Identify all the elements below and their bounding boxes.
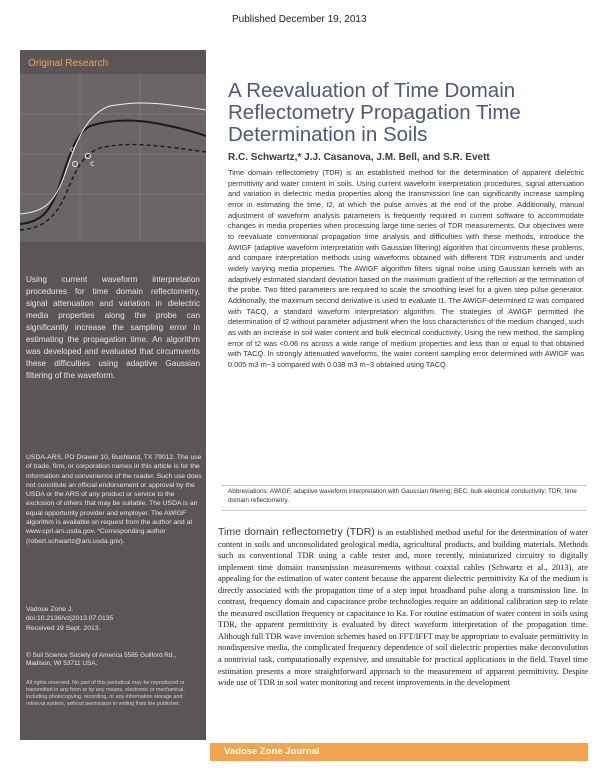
divider [222,485,586,486]
body-text: is an established method useful for the determination of water content in soils and unconsolidated geological media, agricultural products, and building materials. Methods such as conventional TDR using a cable tester and, more recently, miniaturized circuitry to digitally implement time domain transmission measurements without coaxial cables (Schwartz et al., 2013), are appealing for the estimation of water content because the apparent dielectric permittivity Ka of the medium is directly associated with the propagation time of a step input broadband pulse along a transmission line. In contrast, frequency domain and capacitance probe technologies require an additional calibration step to relate the measured oscillation frequency or capacitance to Ka. For routine estimation of water content in soils using TDR, the apparent permittivity is evaluated by direct waveform interpretation of the propagation time. Although full TDR wave inversion schemes based on FFT/IFFT may be appropriate to evaluate permittivity in nondispersive media, the complicated frequency dependence of soil dielectric properties make deconvolution a nontrivial task, computationally expensive, and unsuitable for practical applications in the field. Travel time estimation presents a more straightforward approach to the measurement of apparent permittivity. Despite wide use of TDR in soil water monitoring and recent improvements in the development [218,528,588,688]
waveform-thumbnail [20,74,206,242]
section-label: Original Research [28,58,109,69]
rights-notice: All rights reserved. No part of this periodical may be reproduced or transmitted in any form or by any means, electronic or mechanical, including photocopying, recording, or any information storage and retrieval system, without permission in writing from the publisher. [26,680,185,707]
svg-text:c: c [70,145,75,154]
body-paragraph [218,527,588,689]
journal-footer [210,743,588,761]
published-date: Published December 19, 2013 [232,14,367,25]
citation-received: Received 19 Sept. 2013. [26,624,101,632]
body-lead: Time domain reflectometry (TDR) [218,526,375,538]
divider [222,510,586,511]
article-abstract: Time domain reflectometry (TDR) is an established method for the determination of apparent dielectric permittivity and water content in soils. Using current waveform interpretation procedures, signal attenuation and variation in dielectric media properties along the transmission line can significantly increase sampling error in estimating the time, t2, at which the pulse arrives at the end of the probe. Additionally, manual adjustment of waveform analysis parameters is frequently required in current software to accommodate changes in media properties when processing large time series of TDR measurements. Our objectives were to reevaluate conventional propagation time analysis and difficulties with these methods, introduce the AWIGF (adaptive waveform interpretation with Gaussian filtering) algorithm that circumvents these problems, and compare interpretation methods using waveforms obtained with different TDR instruments and under widely varying media properties. The AWIGF algorithm filters signal noise using Gaussian kernels with an adaptively estimated standard deviation based on the maximum gradient of the reflection at the termination of the probe. Two fitted parameters are required to scale the smoothing level for a given step pulse generator. Additionally, the maximum second derivative is used to evaluate t1. The AWIGF-determined t2 was compared with TACQ, a standard waveform interpretation algorithm. The strategies of AWIGF permitted the determination of t2 without parameter adjustment when the loss characteristics of the medium changed, such as with an increase in soil water content and bulk electrical conductivity. Using the new method, the sampling error of t2 was <0.06 ns across a wide range of medium properties and less than or equal to that obtained with TACQ. In strongly attenuated waveforms, the water content sampling error determined with AWIGF was 0.005 m3 m−3 compared with 0.038 m3 m−3 obtained using TACQ. [228,168,584,369]
author-list: R.C. Schwartz,* J.J. Casanova, J.M. Bell, and S.R. Evett [228,152,490,163]
citation-journal: Vadose Zone J. [26,606,74,613]
svg-text:c: c [90,159,95,168]
sidebar-abstract: Using current waveform interpretation procedures for time domain reflectometry, signal attenuation and variation in dielectric media properties along the probe can significantly increase the sampling error in estimating the propagation time. An algorithm was developed and evaluated that circumvents these difficulties using adaptive Gaussian filtering of the waveform. [26,275,200,380]
abbreviations: Abbreviations: AWIGF, adaptive waveform interpretation with Gaussian filtering; BEC, bulk electrical conductivity; TDR, time domain reflectometry. [228,488,577,504]
author-affiliation: USDA-ARS, PO Drawer 10, Bushland, TX 79012. The use of trade, firm, or corporation names in this article is for the information and convenience of the reader. Such use does not constitute an official endorsement or approval by the USDA or the ARS of any product or service to the exclusion of others that may be suitable. The USDA is an equal opportunity provider and employer. The AWIGF algorithm is available on request from the author and at www.cprl.ars.usda.gov. *Corresponding author (robert.schwartz@ars.usda.gov). [26,454,202,545]
citation-info [26,605,202,633]
footer-journal-name: Vadose Zone Journal [224,746,320,757]
copyright-notice: © Soil Science Society of America 5585 Guilford Rd., Madison, WI 53711 USA. [26,652,176,668]
citation-doi: doi:10.2136/vzj2013.07.0135 [26,615,114,623]
sidebar [20,50,206,740]
article-title: A Reevaluation of Time Domain Reflectometry Propagation Time Determination in Soils [228,79,521,146]
